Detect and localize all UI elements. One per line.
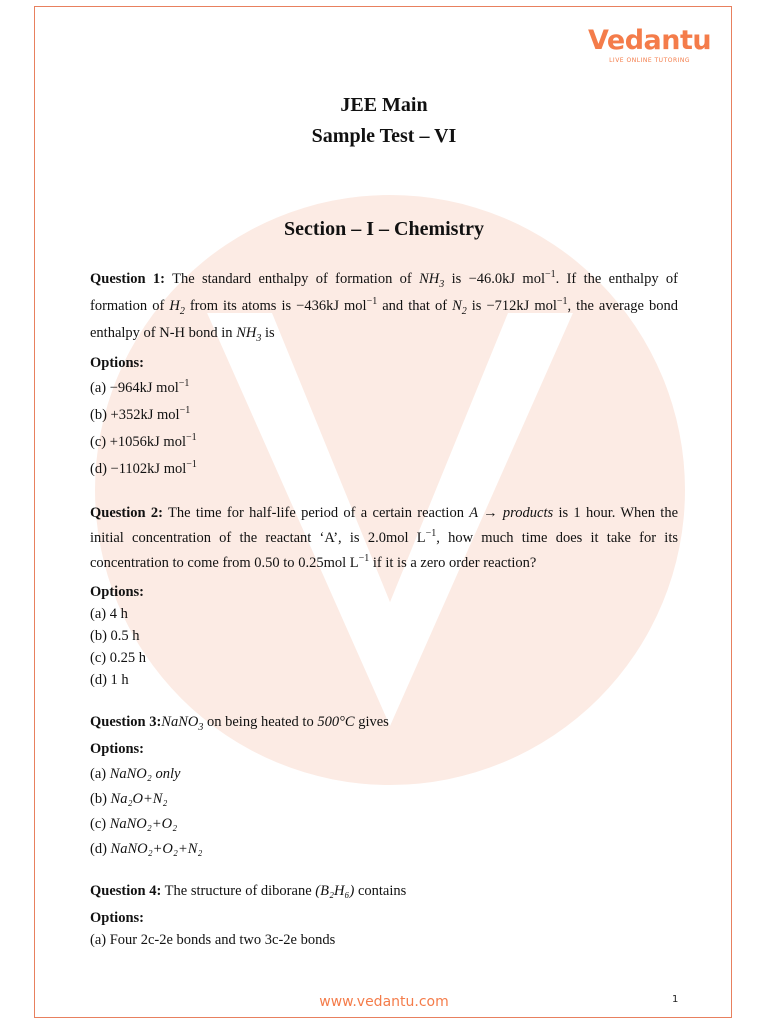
- option-d[interactable]: (d) NaNO₂+O₂+N₂: [90, 841, 203, 857]
- option-c[interactable]: (c) +1056kJ mol$^{-1}$: [90, 432, 197, 450]
- option-b[interactable]: (b) +352kJ mol$^{-1}$: [90, 405, 191, 423]
- question-1: Question 1: The standard enthalpy of formation of $NH_3$ is −46.0kJ mol$^{-1}$. If the enthalpy of formation of $H_2$ from its atoms is −436kJ mol$^{-1}$ and that of $N_2$ is −712kJ mol$^{-1}$, the average bond enthalpy of N-H bond in $NH_3$ is: [90, 269, 679, 344]
- question-2: Question 2: The time for half-life period of a certain reaction A → products is 1 hour. When the initial concentration of the reactant ‘A’, is 2.0mol $L^{-1}$, how much time does it take for its concentration to come from 0.50 to 0.25mol $L^{-1}$ if it is a zero order reaction?: [90, 505, 679, 571]
- question-label: Question 4:: [90, 883, 162, 899]
- question-label: Question 1:: [90, 271, 166, 287]
- brand-logo[interactable]: [588, 26, 711, 64]
- option-a[interactable]: (a) −964kJ mol$^{-1}$: [90, 378, 190, 396]
- footer-website-link[interactable]: www.vedantu.com: [319, 994, 449, 1010]
- option-a[interactable]: (a) NaNO₂ only: [90, 766, 181, 782]
- option-b[interactable]: (b) 0.5 h: [90, 628, 140, 644]
- question-label: Question 3:: [90, 714, 162, 730]
- option-a[interactable]: (a) 4 h: [90, 606, 128, 622]
- logo-wordmark: Vedantu: [588, 25, 712, 56]
- options-label: Options:: [90, 584, 144, 600]
- question-4: Question 4: The structure of diborane (B₂H₆) contains: [90, 883, 407, 899]
- section-title: Section – I – Chemistry: [284, 218, 484, 240]
- page-number: 1: [672, 994, 679, 1005]
- question-label: Question 2:: [90, 505, 163, 521]
- option-d[interactable]: (d) 1 h: [90, 672, 129, 688]
- option-c[interactable]: (c) 0.25 h: [90, 650, 146, 666]
- option-a[interactable]: (a) Four 2c-2e bonds and two 3c-2e bonds: [90, 932, 336, 948]
- logo-tagline: LIVE ONLINE TUTORING: [609, 57, 691, 64]
- question-list: [90, 266, 678, 952]
- options-label: Options:: [90, 741, 144, 757]
- option-b[interactable]: (b) Na₂O+N₂: [90, 791, 168, 807]
- page-title: JEE Main: [340, 94, 428, 116]
- option-d[interactable]: (d) −1102kJ mol$^{-1}$: [90, 459, 197, 477]
- option-c[interactable]: (c) NaNO₂+O₂: [90, 816, 178, 832]
- question-3: Question 3:NaNO$_3$ on being heated to 500°C gives: [90, 714, 389, 733]
- options-label: Options:: [90, 355, 144, 371]
- page-subtitle: Sample Test – VI: [311, 125, 457, 147]
- options-label: Options:: [90, 910, 144, 926]
